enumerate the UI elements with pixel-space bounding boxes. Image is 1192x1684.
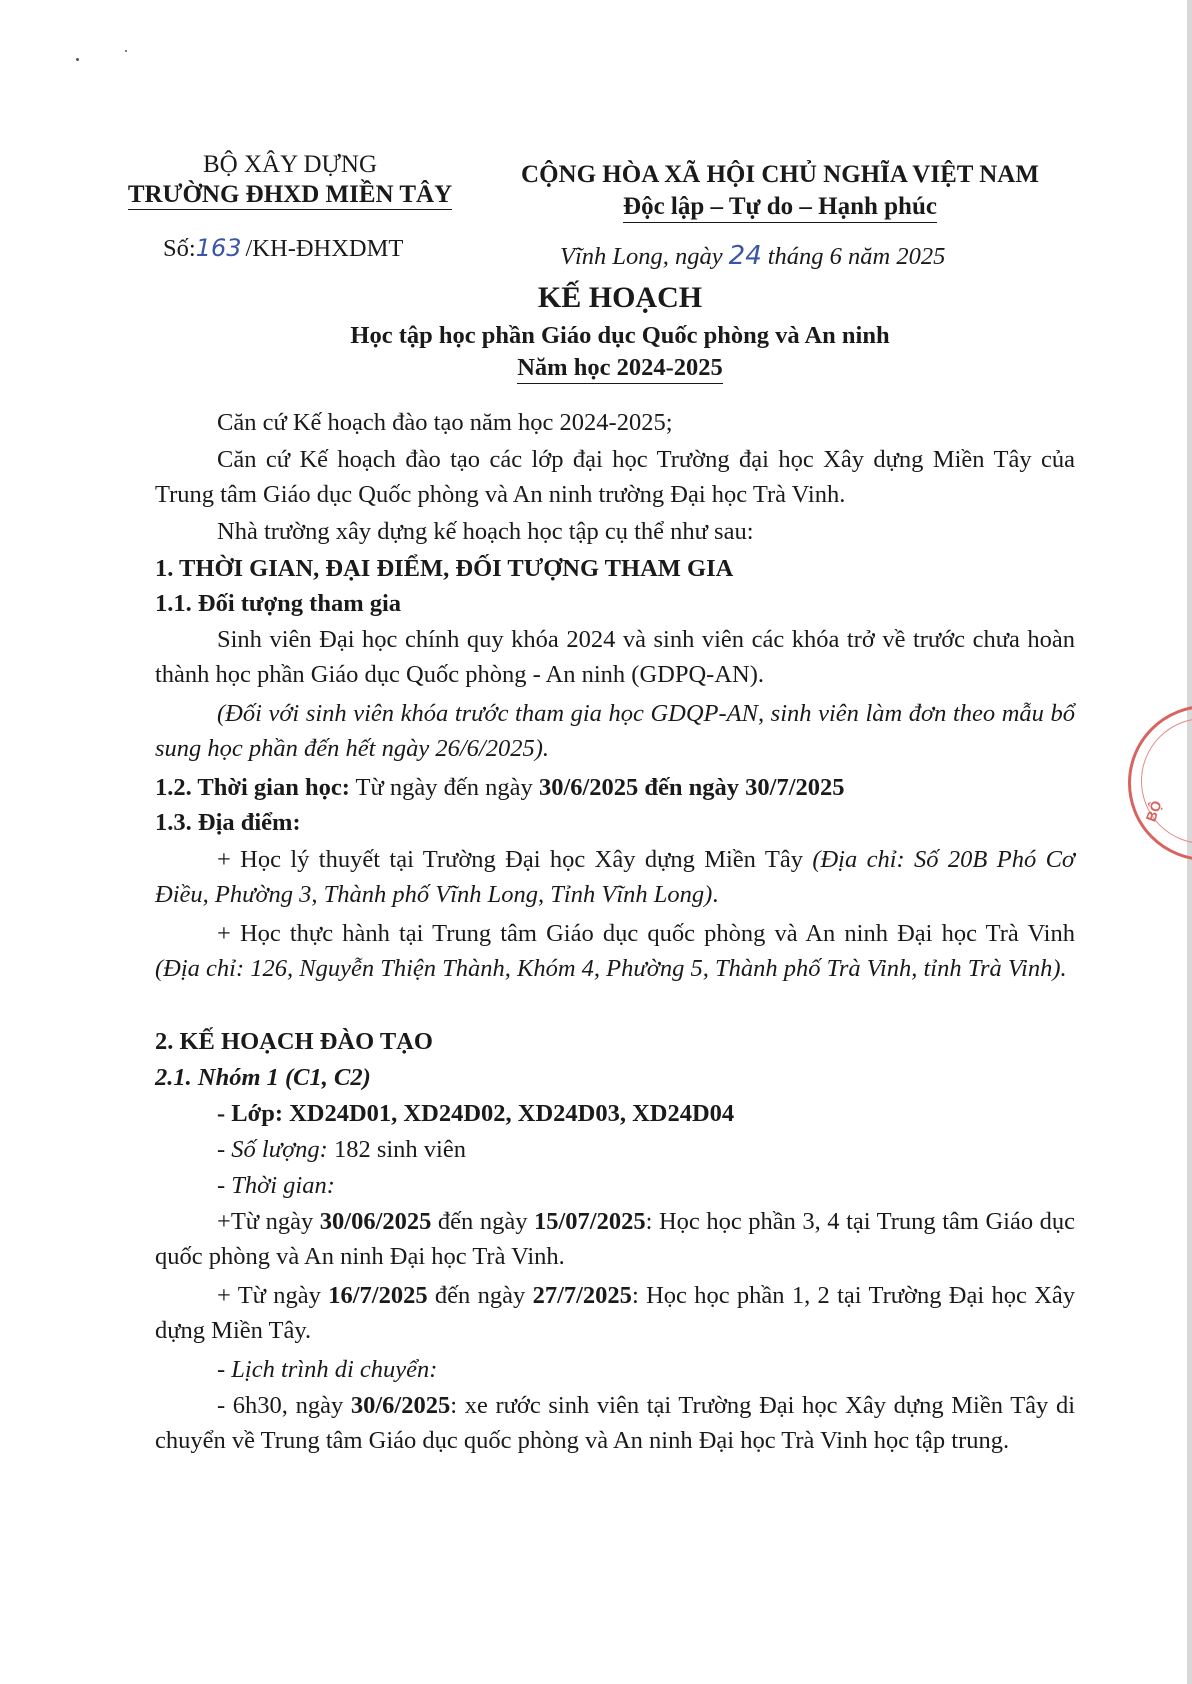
section-1-3-practice <box>155 916 1075 986</box>
doc-number-handwritten: 163 <box>195 234 242 262</box>
section-1-2-dates: 30/6/2025 đến ngày 30/7/2025 <box>538 774 845 801</box>
section-2-1-quantity <box>155 1132 1075 1167</box>
section-2-1-time-label: - Thời gian: <box>217 1172 335 1199</box>
doc-title: KẾ HOẠCH <box>537 281 703 314</box>
section-1-1-participants: Sinh viên Đại học chính quy khóa 2024 và sinh viên các khóa trở về trước chưa hoàn thành học phần Giáo dục Quốc phòng - An ninh (GDPQ-AN). <box>155 626 1075 688</box>
quantity-label: - Số lượng: <box>217 1136 328 1163</box>
section-1-2-time <box>155 770 1075 805</box>
section-1-3-practice-address: (Địa chỉ: 126, Nguyễn Thiện Thành, Khóm 4, Phường 5, Thành phố Trà Vinh, tỉnh Trà Vinh). <box>155 955 1067 982</box>
nation-motto-text: Độc lập – Tự do – Hạnh phúc <box>623 193 937 223</box>
section-1-1-note: (Đối với sinh viên khóa trước tham gia học GDQP-AN, sinh viên làm đơn theo mẫu bổ sung học phần đến hết ngày 26/6/2025). <box>155 700 1075 762</box>
quantity-value: 182 sinh viên <box>327 1136 466 1163</box>
schedule-1-text-c: : Học học phần 3, 4 tại Trung tâm Giáo dục quốc phòng và An ninh Đại học Trà Vinh. <box>155 1208 1076 1270</box>
section-1-2-text: Từ ngày đến ngày <box>349 774 539 801</box>
section-1-3-theory-text: + Học lý thuyết tại Trường Đại học Xây dựng Miền Tây <box>217 846 813 873</box>
doc-number <box>163 232 403 265</box>
section-1-3-practice-text: + Học thực hành tại Trung tâm Giáo dục quốc phòng và An ninh Đại học Trà Vinh <box>217 920 1075 947</box>
section-1-heading: 1. THỜI GIAN, ĐẠI ĐIỂM, ĐỐI TƯỢNG THAM GIA <box>155 555 734 582</box>
route-label: - Lịch trình di chuyển: <box>217 1356 438 1383</box>
schedule-1-text-b: đến ngày <box>431 1208 534 1235</box>
schedule-2-start: 16/7/2025 <box>328 1282 428 1309</box>
ministry-name: BỘ XÂY DỰNG <box>202 151 378 178</box>
route-item-1 <box>155 1388 1075 1458</box>
official-seal-text: BỘ <box>1142 798 1165 824</box>
schedule-1-end: 15/07/2025 <box>534 1208 646 1235</box>
doc-date-rest: tháng 6 năm 2025 <box>767 243 946 270</box>
nation-name: CỘNG HÒA XÃ HỘI CHỦ NGHĨA VIỆT NAM <box>521 161 1039 188</box>
section-2-1-heading: 2.1. Nhóm 1 (C1, C2) <box>155 1064 371 1091</box>
schedule-2-text-a: + Từ ngày <box>217 1282 329 1309</box>
doc-number-prefix: Số: <box>163 235 196 262</box>
section-1-2-label: 1.2. Thời gian học: <box>155 774 350 801</box>
intro-basis-1: Căn cứ Kế hoạch đào tạo năm học 2024-2025; <box>217 409 673 436</box>
schedule-1-start: 30/06/2025 <box>319 1208 432 1235</box>
official-seal <box>1128 705 1192 861</box>
doc-year <box>300 352 940 384</box>
schedule-2-text-c: : Học học phần 1, 2 tại Trường Đại học Xây dựng Miền Tây. <box>155 1282 1076 1344</box>
doc-date-day-handwritten: 24 <box>728 241 762 271</box>
schedule-item-1 <box>155 1204 1075 1274</box>
nation-motto <box>515 192 1045 222</box>
doc-date-place: Vĩnh Long, ngày <box>560 243 723 270</box>
section-1-3-theory-address: (Địa chỉ: Số 20B Phó Cơ Điều, Phường 3, Thành phố Vĩnh Long, Tỉnh Vĩnh Long) <box>155 846 1075 908</box>
schedule-item-2 <box>155 1278 1075 1348</box>
schedule-2-text-b: đến ngày <box>427 1282 533 1309</box>
section-1-1-heading: 1.1. Đối tượng tham gia <box>155 590 402 617</box>
section-1-3-theory: + Học lý thuyết tại Trường Đại học Xây dựng Miền Tây (Địa chỉ: Số 20B Phó Cơ Điều, Phường 3, Thành phố Vĩnh Long, Tỉnh Vĩnh Long). <box>155 846 1075 908</box>
schedule-2-end: 27/7/2025 <box>532 1282 632 1309</box>
school-name-text: TRƯỜNG ĐHXD MIỀN TÂY <box>127 181 453 208</box>
scan-speck <box>76 58 79 61</box>
doc-subtitle: Học tập học phần Giáo dục Quốc phòng và An ninh <box>350 322 890 349</box>
scan-speck <box>125 50 127 52</box>
school-name <box>105 180 475 210</box>
route-1-text-a: - 6h30, ngày <box>217 1392 351 1419</box>
section-2-heading: 2. KẾ HOẠCH ĐÀO TẠO <box>155 1028 433 1055</box>
intro-statement: Nhà trường xây dựng kế hoạch học tập cụ thể như sau: <box>217 518 754 545</box>
route-1-text-b: : xe rước sinh viên tại Trường Đại học Xây dựng Miền Tây di chuyển về Trung tâm Giáo dục quốc phòng và An ninh Đại học Trà Vinh học tập trung. <box>155 1392 1075 1454</box>
doc-year-text: Năm học 2024-2025 <box>517 354 723 384</box>
section-2-1-classes: - Lớp: XD24D01, XD24D02, XD24D03, XD24D04 <box>217 1100 735 1127</box>
doc-number-suffix: /KH-ĐHXDMT <box>245 235 404 262</box>
schedule-1-text-a: +Từ ngày <box>217 1208 320 1235</box>
intro-basis-2: Căn cứ Kế hoạch đào tạo các lớp đại học Trường đại học Xây dựng Miền Tây của Trung tâm Giáo dục Quốc phòng và An ninh trường Đại học Trà Vinh. <box>155 446 1075 508</box>
doc-date <box>560 240 945 273</box>
route-1-date: 30/6/2025 <box>350 1392 451 1419</box>
section-1-3-heading: 1.3. Địa điểm: <box>155 809 301 836</box>
